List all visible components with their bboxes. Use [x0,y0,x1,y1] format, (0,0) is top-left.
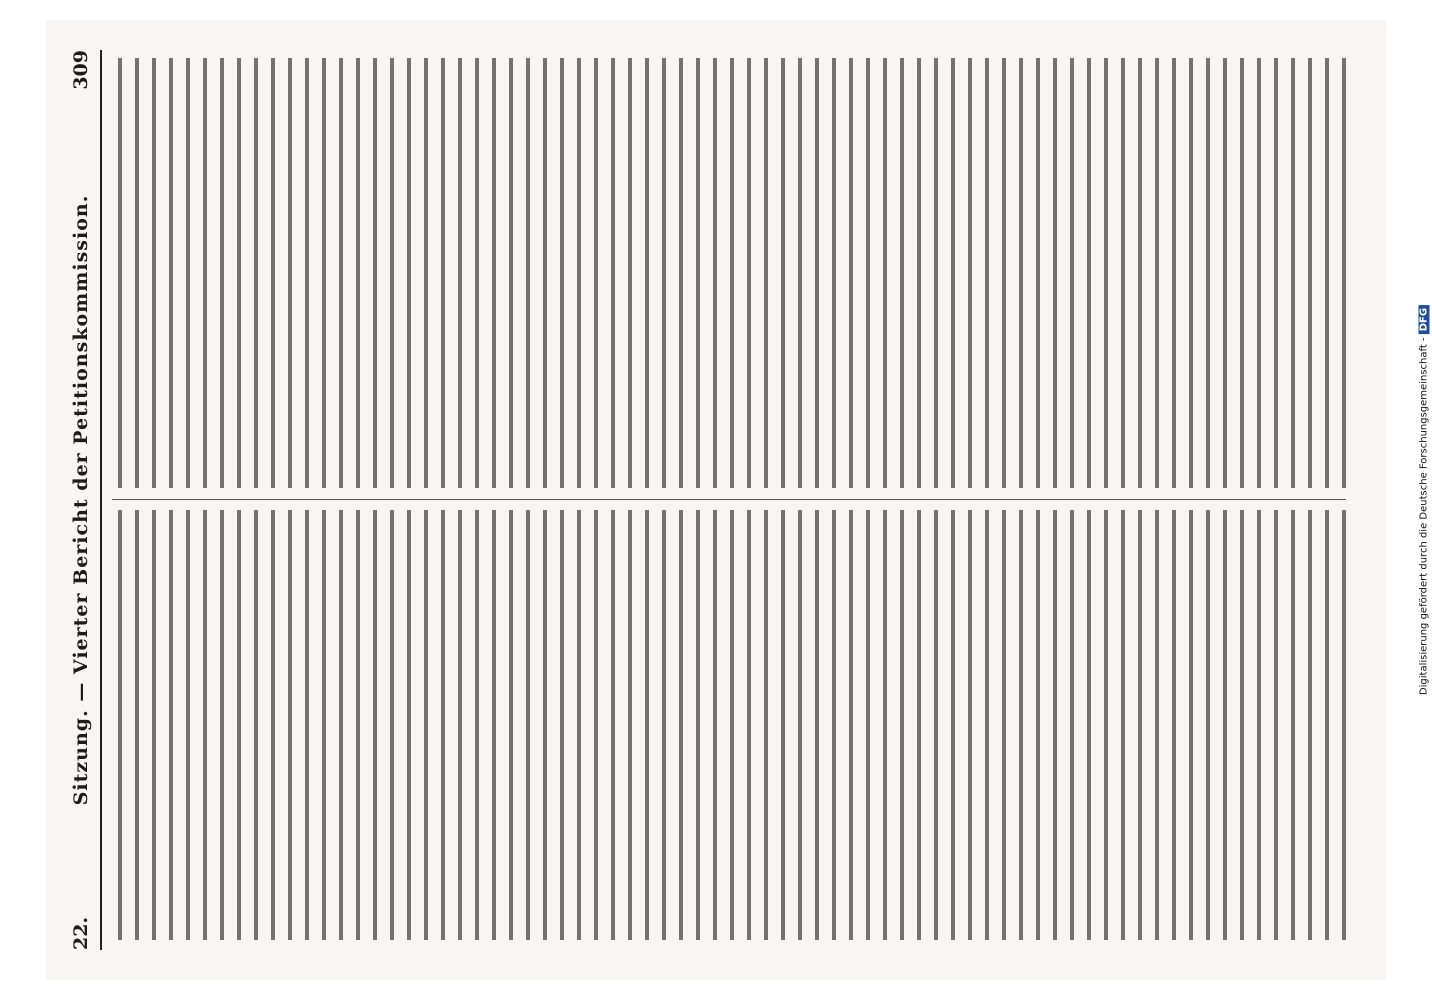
session-number: 22. [70,916,92,950]
running-header [64,50,98,950]
running-head-title: Sitzung. — Vierter Bericht der Petitionskommission. [70,194,92,806]
header-rule [100,50,102,950]
text-column-left [112,510,1346,940]
credit-text: Digitalisierung gefördert durch die Deutsche Forschungsgemeinschaft - [1418,337,1430,696]
column-divider [112,499,1346,500]
page-number: 309 [70,50,92,90]
digitization-credit [1419,305,1430,695]
dfg-logo: DFG [1419,305,1430,334]
text-column-right [112,58,1346,488]
document-page [46,20,1386,980]
